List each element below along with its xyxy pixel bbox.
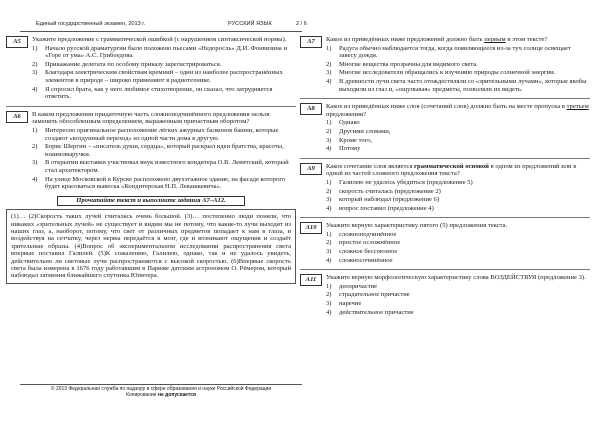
question-number: A11	[300, 274, 322, 286]
question-number: A7	[300, 36, 322, 48]
copyright-line: © 2013 Федеральная служба по надзору в сфере образования и науки Российской Федерации	[50, 386, 272, 392]
header-exam-title: Единый государственный экзамен, 2013 г.	[36, 21, 146, 27]
answer-option[interactable]: 1) деепричастие	[326, 282, 378, 290]
answer-option[interactable]: 1) Радуга обычно наблюдается тогда, когда появляющееся из-за туч солнце освещает завесу дождя.	[326, 44, 571, 60]
answer-option[interactable]: 4) Потому	[326, 145, 361, 153]
question-divider	[300, 98, 590, 99]
question-a5	[6, 36, 296, 101]
answer-option[interactable]: 2) скорость считалась (предложение 2)	[326, 187, 441, 195]
answer-option[interactable]: 4) Я спросил брата, как у него любимое стихотворение, он сказал, что затрудняется ответить.	[32, 85, 273, 101]
answer-option[interactable]: 4) сложносочинённое	[326, 256, 393, 264]
answer-option[interactable]: 1) Галилею не удалось убедиться (предложение 5)	[326, 178, 473, 186]
page-header	[20, 21, 580, 31]
answer-option[interactable]: 3) Многие исследователи обращались к изучению природы солнечной энергии.	[326, 69, 556, 77]
question-number: A9	[300, 163, 322, 175]
question-number: A6	[6, 111, 28, 123]
reading-instruction: Прочитайте текст и выполните задания A7–A12.	[6, 196, 296, 207]
page-footer	[20, 386, 302, 398]
question-number: A5	[6, 36, 28, 48]
question-a6	[6, 111, 296, 191]
answer-option[interactable]: 1) Интересно оригинальное расположение лёгких ажурных балконов башни, которые создают «воздушный переход» из одной части дома в другую.	[32, 126, 279, 142]
answer-option[interactable]: 3) который наблюдал (предложение 6)	[326, 196, 440, 204]
question-number: A10	[300, 222, 322, 234]
question-prompt: Какое из приведённых ниже слов (сочетаний слов) должно быть на месте пропуска в третьем предложении?	[326, 103, 589, 118]
answer-option[interactable]: 4) действительное причастие	[326, 308, 414, 316]
copy-notice: Копирование не допускается	[126, 392, 196, 399]
question-prompt: Укажите верную морфологическую характеристику слова ВОЗДЕЙСТВУЯ (предложение 3).	[326, 274, 586, 282]
answer-option[interactable]: 3) В открытии выставки участвовал внук известного кондитера О.В. Левитский, который стал архитектором.	[32, 159, 289, 174]
answer-option[interactable]: 4) На улице Московской в Курске расположено двухэтажное здание, на фасаде которого будет красоваться вывеска «Кондитерская Н.П. Левашкевича».	[32, 175, 286, 191]
question-a9	[300, 163, 590, 213]
question-a8	[300, 103, 590, 153]
answer-option[interactable]: 2) простое осложнённое	[326, 239, 401, 247]
header-subject: РУССКИЙ ЯЗЫК	[228, 21, 272, 27]
question-prompt: Какое из приведённых ниже предложений должно быть первым в этом тексте?	[326, 36, 548, 43]
answer-option[interactable]: 2) Борис Шергин – «писатель души, сердца», который раскрыл идеи братства, красоты, взаимовыручки.	[32, 143, 284, 158]
answer-option[interactable]: 2) страдательное причастие	[326, 291, 410, 299]
answer-option[interactable]: 3) Кроме того,	[326, 136, 373, 144]
question-divider	[300, 217, 590, 218]
answer-option[interactable]: 3) наречие	[326, 300, 362, 308]
answer-option[interactable]: 2) Многие вещества прозрачны для видимого света.	[326, 60, 478, 68]
answer-option[interactable]: 1) Однако	[326, 119, 360, 127]
question-prompt: Какое сочетание слов является грамматической основой в одном из предложений или в одной из частей сложного предложения текста?	[326, 162, 577, 178]
right-column	[300, 36, 590, 321]
reading-text: (1)… (2)Скорость таких лучей считалась очень большой. (3)… постепенно люди поняли, что никаких «зрительных лучей» не существует и видим мы не потому, что какие-то лучи выходят из наших глаз, а, наоборот, потому, что свет от различных предметов попадает к нам в глаза, и воздействуя на сетчатку, через нервы передаётся в мозг, где и возникают ощущения и создаёт зрительные образы. (4)Вопрос об экспериментальном исследовании распространения света впервые поставил Галилей. (5)К сожалению, Галилею, однако, так и не удалось увидеть, действительно ли световые лучи распространяются с высокой скоростью. (6)Впервые скорость света была измерена в 1676 году работавшим в Париже датским астрономом О. Рёмером, который наблюдал затмения ближайшего спутника Юпитера.	[6, 209, 296, 284]
question-divider	[6, 106, 296, 107]
answer-option[interactable]: 1) Начало русской драматургии было положено пьесами «Недоросль» Д.И. Фонвизина и «Горе от ума» А.С. Грибоедова.	[32, 44, 288, 60]
header-divider	[20, 31, 302, 32]
answer-option[interactable]: 2) Другими словами,	[326, 127, 391, 135]
question-a7	[300, 36, 590, 93]
question-prompt: Укажите предложение с грамматической ошибкой (с нарушением синтаксической нормы).	[32, 36, 287, 43]
answer-option[interactable]: 4) В древности лучи света часто отождествляли со «зрительными лучами», которые якобы выходили из глаз и, «ощупывая» предметы, позволяли их видеть.	[326, 77, 587, 93]
question-prompt: В каком предложении придаточную часть сложноподчинённого предложения нельзя заменить обособленным определением, выраженным причастным оборотом?	[32, 110, 270, 126]
answer-option[interactable]: 1) сложноподчинённое	[326, 230, 397, 238]
header-page-number: 2 / 6	[296, 21, 307, 27]
question-a11	[300, 274, 590, 316]
answer-option[interactable]: 2) Прикажание делегата по особому приказу зарегистрироваться.	[32, 60, 222, 68]
answer-option[interactable]: 3) сложное бессоюзное	[326, 248, 398, 256]
left-column	[6, 36, 296, 284]
question-number: A8	[300, 103, 322, 115]
footer-divider	[20, 384, 302, 385]
question-a10	[300, 222, 590, 264]
answer-option[interactable]: 3) Благодаря электрическим свойствам кремний – один из наиболее распространённых элементов в природе – широко применяют в радиотехнике.	[32, 69, 283, 84]
question-prompt: Укажите верную характеристику пятого (5) предложения текста.	[326, 222, 508, 230]
question-divider	[300, 269, 590, 270]
question-divider	[300, 158, 590, 159]
answer-option[interactable]: 4) вопрос поставил (предложение 4)	[326, 204, 434, 212]
